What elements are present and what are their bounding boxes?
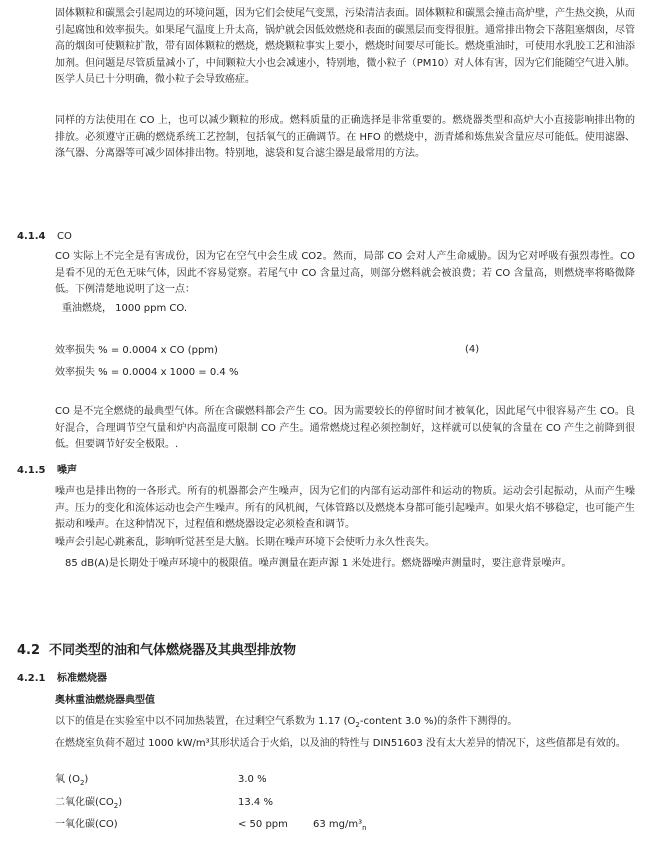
section-heading-burner-types — [17, 642, 296, 660]
paragraph-noise-sources: 噪声也是排出物的一各形式。所有的机器都会产生噪声，因为它们的内部有运动部件和运动的物质。运动会引起振动，从而产生噪声。压力的变化和流体运动也会产生噪声。所有的风机阀，气体管路以及燃烧本身都可能引起噪声。如果火焰不够稳定，也可能产生振动和噪声。在这种情况下，过程值和燃烧器设定必须检查和调节。 — [55, 486, 635, 530]
section-number: 4.1.4 — [17, 231, 46, 242]
section-title: 不同类型的油和气体燃烧器及其典型排放物 — [49, 643, 297, 658]
section-heading-standard-burner — [17, 672, 107, 686]
subscript: 2 — [79, 779, 85, 787]
emission-value: 13.4 % — [238, 797, 273, 808]
emission-value: < 50 ppm — [238, 819, 288, 830]
paragraph-co-formation: CO 是不完全燃烧的最典型气体。所在含碳燃料都会产生 CO。因为需要较长的停留时间才被氧化，因此尾气中很容易产生 CO。良好混合，合理调节空气量和炉内高温度可限制 CO 产生。通常燃烧过程必须控制好，这样就可以使氧的含量在 CO 产生之前降到很低。但要调节好安全极限。. — [55, 406, 635, 450]
section-number: 4.1.5 — [17, 465, 46, 476]
subheading-typical-values: 奥林重油燃烧器典型值 — [55, 695, 155, 706]
section-title: CO — [57, 231, 72, 242]
label-close: ) — [84, 774, 89, 785]
emission-label — [55, 817, 238, 833]
equation-number: (4) — [465, 344, 480, 355]
paragraph-co-intro: CO 实际上不完全是有害成份，因为它在空气中会生成 CO2。然而，局部 CO 会对人产生命威胁。因为它对呼吸有强烈毒性。CO 是看不见的无色无味气体，因此不容易觉察。若尾气中 CO 含量过高，则部分燃料就会被浪费；若 CO 含量高，则燃烧率将略微降低。下例清楚地说明了这一点： — [55, 251, 635, 295]
section-number: 4.2 — [17, 643, 41, 658]
equation-efficiency-example: 效率损失 % = 0.0004 x 1000 = 0.4 % — [55, 367, 239, 378]
subscript: 2 — [355, 721, 360, 729]
label-text: 二氧化碳(CO — [55, 797, 114, 808]
subscript: n — [362, 824, 367, 832]
emission-row-co2 — [55, 795, 313, 814]
co-example-line: 重油燃烧， 1000 ppm CO. — [62, 303, 188, 314]
emission-label — [55, 772, 238, 791]
emission-value: 3.0 % — [238, 774, 267, 785]
paragraph-noise-effects: 噪声会引起心跳紊乱，影响听觉甚至是大脑。长期在噪声环境下会使听力永久性丧失。 — [55, 537, 435, 548]
equation-efficiency-loss: 效率损失 % = 0.0004 x CO (ppm) — [55, 345, 218, 356]
section-title: 噪声 — [57, 465, 77, 476]
label-text: 氧 (O — [55, 774, 80, 785]
paragraph-validity: 在燃烧室负荷不超过 1000 kW/m³其形状适合于火焰，以及油的特性与 DIN51603 没有太大差异的情况下，这些值都是有效的。 — [55, 738, 626, 749]
text-segment: -content 3.0 %)的条件下测得的。 — [359, 716, 518, 727]
label-close: ) — [118, 797, 123, 808]
paragraph-particle-reduction: 同样的方法使用在 CO 上，也可以减少颗粒的形成。燃料质量的正确选择是非常重要的。燃烧器类型和高炉大小直接影响排出物的排放。必须遵守正确的燃烧系统工艺控制，包括氧气的正确调节。在 HFO 的燃烧中，沥青烯和炼焦炭含量应尽可能低。使用滤器、涤气器、分离器等可减少固体排出物。特别地，滤袋和复合滤尘器是最常用的方法。 — [55, 115, 635, 159]
section-heading-co — [17, 230, 72, 244]
subscript: 2 — [113, 802, 119, 810]
paragraph-noise-limit: 85 dB(A)是长期处于噪声环境中的极限值。噪声测量在距声源 1 米处进行。燃烧器噪声测量时，要注意背景噪声。 — [65, 558, 572, 569]
emission-row-oxygen — [55, 772, 313, 791]
section-heading-noise — [17, 464, 77, 478]
emission-label — [55, 795, 238, 814]
value-text: 63 mg/m³ — [313, 819, 363, 830]
paragraph-test-conditions — [55, 715, 517, 732]
text-segment: 以下的值是在实验室中以不同加热装置，在过剩空气系数为 1.17 (O — [55, 716, 356, 727]
label-text: 一氧化碳(CO) — [55, 819, 118, 830]
section-title: 标准燃烧器 — [57, 673, 107, 684]
section-number: 4.2.1 — [17, 673, 46, 684]
paragraph-particles: 固体颗粒和碳黑会引起周边的环境问题，因为它们会使尾气变黑，污染清洁表面。固体颗粒和碳黑会撞击高炉壁，产生热交换，从而引起腐蚀和效率损失。如果尾气温度上升太高，锅炉就会因低效燃烧和表面的碳黑层而变得很脏。通常排出物会下落阻塞烟囱，尽管高的烟囱可使颗粒扩散，带有固体颗粒的燃烧，燃烧颗粒事实上要小，燃烧时间要尽可能长。燃烧重油时，可使用水乳胶工艺和油添加剂。但问题是尽管质量减小了，中间颗粒大小也会减速小，特别地，微小粒子（PM10）对人体有害，因为它们能随空气进入肺。医学人员已十分明确，微小粒子会导致癌症。 — [55, 8, 635, 85]
emission-value-mg — [313, 819, 367, 830]
emission-row-co — [55, 817, 367, 836]
